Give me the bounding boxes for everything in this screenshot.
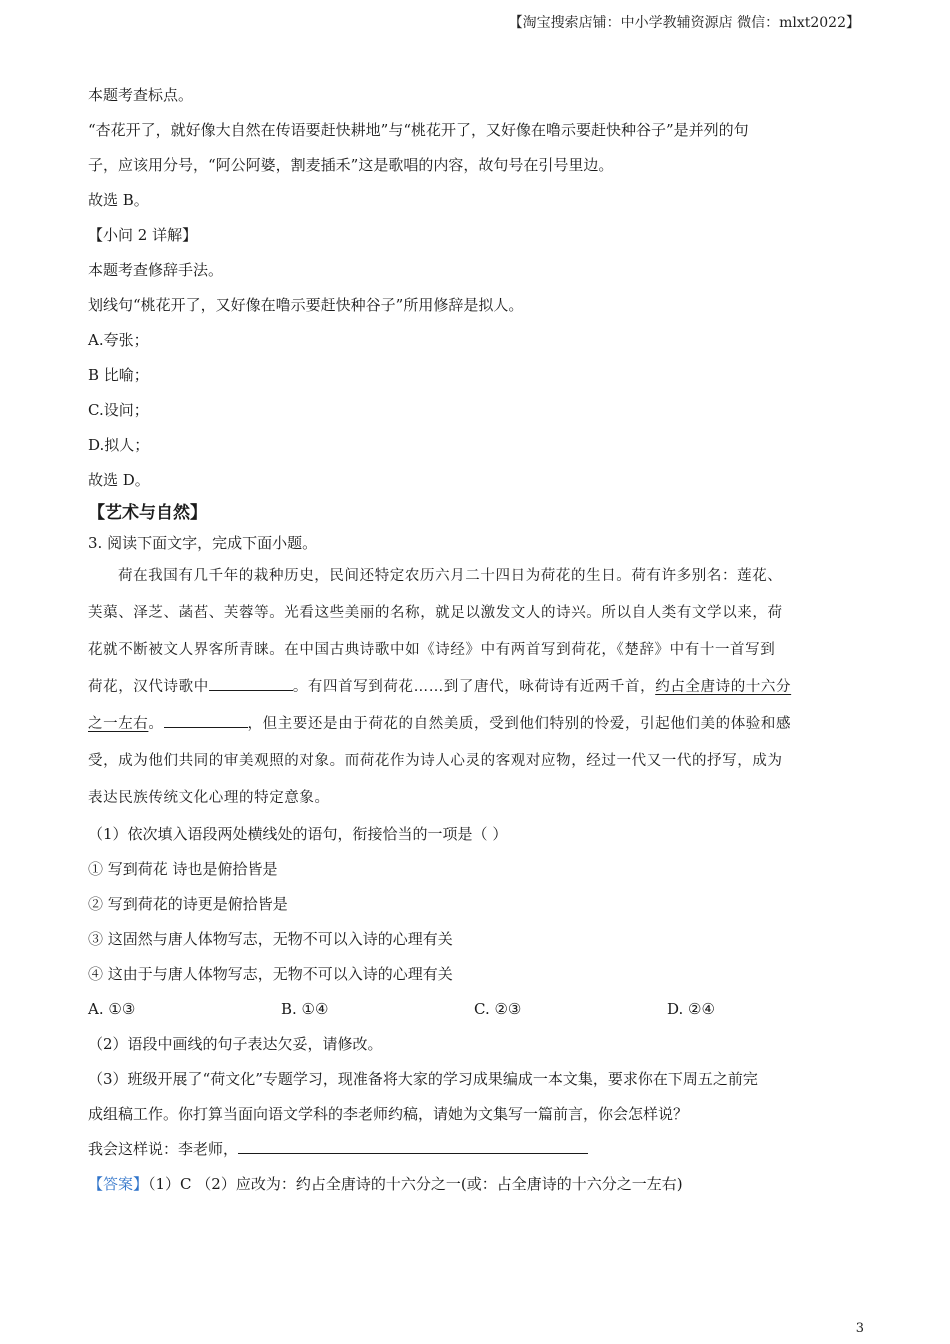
passage-text: 。 — [148, 716, 164, 732]
analysis-line: 子，应该用分号，“阿公阿婆，割麦插禾”这是歌唱的内容，故句号在引号里边。 — [88, 156, 614, 174]
answer-tag: 【答案】 — [88, 1175, 149, 1193]
page-content — [88, 78, 860, 1202]
section-title: 【艺术与自然】 — [88, 503, 207, 523]
passage-text: 。有四首写到荷花……到了唐代，咏荷诗有近两千首， — [292, 679, 656, 695]
answer-option-c: C. ②③ — [474, 1000, 522, 1018]
fill-blank-1 — [209, 674, 293, 691]
option-d: D.拟人； — [88, 436, 150, 454]
answer-option-d: D. ②④ — [667, 1000, 715, 1018]
sub-question-title: 【小问 2 详解】 — [88, 226, 198, 244]
passage-line — [88, 706, 860, 743]
choice-item-3: ③ 这固然与唐人体物写志，无物不可以入诗的心理有关 — [88, 930, 453, 948]
passage-line: 荷在我国有几千年的栽种历史，民间还特定农历六月二十四日为荷花的生日。荷有许多别名：莲花、 — [118, 568, 783, 584]
sub-question-3: （3）班级开展了“荷文化”专题学习，现准备将大家的学习成果编成一本文集，要求你在下周五之前完 — [88, 1070, 758, 1088]
analysis-line: 本题考查修辞手法。 — [88, 261, 224, 279]
reading-passage — [88, 558, 860, 817]
sub-question-2: （2）语段中画线的句子表达欠妥，请修改。 — [88, 1035, 383, 1053]
analysis-conclusion: 故选 D。 — [88, 471, 150, 489]
option-b: B 比喻； — [88, 366, 149, 384]
underlined-sentence: 约占全唐诗的十六分 — [655, 679, 792, 695]
passage-line: 受，成为他们共同的审美观照的对象。而荷花作为诗人心灵的客观对应物，经过一代又一代的抒写，成为 — [88, 753, 783, 769]
sub-question-1: （1）依次填入语段两处横线处的语句，衔接恰当的一项是（ ） — [88, 825, 508, 843]
passage-line: 表达民族传统文化心理的特定意象。 — [88, 790, 330, 806]
underlined-sentence: 之一左右 — [88, 716, 149, 732]
page-number: 3 — [855, 1321, 864, 1336]
passage-line: 花就不断被文人界客所青睐。在中国古典诗歌中如《诗经》中有两首写到荷花，《楚辞》中有十一首写到 — [88, 642, 776, 658]
answer-option-a: A. ①③ — [88, 1000, 136, 1018]
analysis-line: 本题考查标点。 — [88, 86, 194, 104]
choice-item-2: ② 写到荷花的诗更是俯拾皆是 — [88, 895, 288, 913]
header-note: 【淘宝搜索店铺：中小学教辅资源店 微信：mlxt2022】 — [508, 15, 860, 31]
analysis-line: “杏花开了，就好像大自然在传语要赶快耕地”与“桃花开了，又好像在噜示要赶快种谷子”是并列的句 — [88, 121, 749, 139]
question-prompt: 3. 阅读下面文字，完成下面小题。 — [88, 534, 318, 552]
passage-line: 芙蕖、泽芝、菡萏、芙蓉等。光看这些美丽的名称，就足以激发文人的诗兴。所以自人类有文学以来，荷 — [88, 605, 783, 621]
answer-options — [88, 992, 860, 1027]
passage-text: ，但主要还是由于荷花的自然美质，受到他们特别的怜爱，引起他们美的体验和感 — [247, 716, 792, 732]
sub-question-3: 成组稿工作。你打算当面向语文学科的李老师约稿，请她为文集写一篇前言，你会怎样说？ — [88, 1105, 689, 1123]
choice-item-4: ④ 这由于与唐人体物写志，无物不可以入诗的心理有关 — [88, 965, 453, 983]
choice-item-1: ① 写到荷花 诗也是俯拾皆是 — [88, 860, 278, 878]
response-prefix: 我会这样说：李老师， — [88, 1140, 239, 1158]
passage-line — [88, 669, 860, 706]
response-line — [88, 1132, 860, 1167]
analysis-line: 划线句“桃花开了，又好像在噜示要赶快种谷子”所用修辞是拟人。 — [88, 296, 524, 314]
fill-blank-2 — [164, 711, 248, 728]
answer-text: （1）C （2）应改为：约占全唐诗的十六分之一(或：占全唐诗的十六分之一左右) — [148, 1175, 683, 1193]
response-blank — [238, 1137, 588, 1154]
option-c: C.设问； — [88, 401, 149, 419]
analysis-conclusion: 故选 B。 — [88, 191, 149, 209]
answer-option-b: B. ①④ — [281, 1000, 329, 1018]
passage-text: 荷花，汉代诗歌中 — [88, 679, 209, 695]
answer-line — [88, 1167, 860, 1202]
option-a: A.夸张； — [88, 331, 149, 349]
